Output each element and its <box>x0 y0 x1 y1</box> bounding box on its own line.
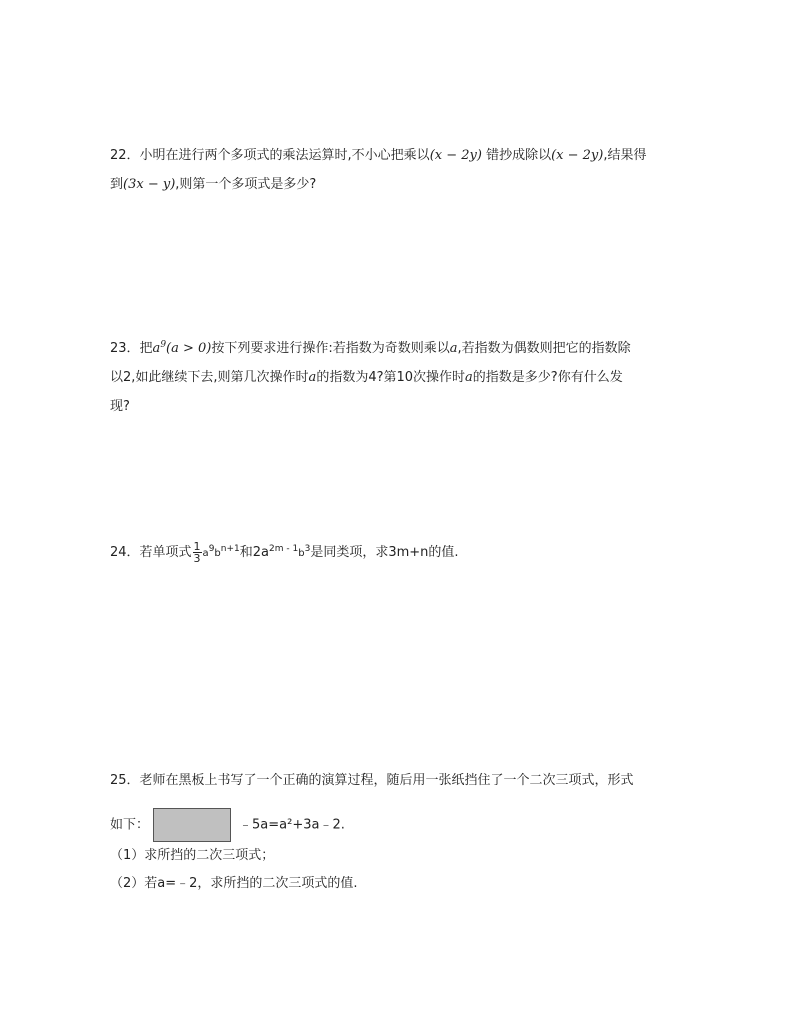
math-exponent: 9 <box>160 340 167 350</box>
q25-text: 如下： <box>110 817 150 833</box>
q23-line1 <box>110 340 631 359</box>
hidden-trinomial-box <box>153 808 231 842</box>
math-expression: (x − 2y) <box>429 148 482 163</box>
q24-text: 是同类项，求3m+n的值. <box>310 545 459 560</box>
q23-text: 按下列要求进行操作:若指数为奇数则乘以 <box>211 341 450 356</box>
q22-text: 到 <box>110 177 124 192</box>
monomial-exp: n+1 <box>220 544 240 554</box>
q23-text: 以2,如此继续下去,则第几次操作时 <box>110 370 309 385</box>
math-variable: a <box>308 370 317 385</box>
q25-text: 25．老师在黑板上书写了一个正确的演算过程，随后用一张纸挡住了一个二次三项式，形式 <box>110 773 634 788</box>
q23-line3 <box>110 398 130 416</box>
q22-line1 <box>110 147 646 165</box>
fraction-numerator: 1 <box>193 540 201 553</box>
q23-line2 <box>110 369 623 387</box>
monomial-var: a <box>202 548 209 559</box>
math-condition: (a > 0) <box>166 341 212 356</box>
math-variable: a <box>465 370 473 385</box>
q23-text: 的指数为4?第10次操作时 <box>316 370 466 385</box>
monomial-exp: 2m - 1 <box>269 544 299 554</box>
q25-text: ﹣5a=a²+3a﹣2. <box>239 817 345 833</box>
monomial-exp: 9 <box>208 544 215 554</box>
math-expression: (x − 2y) <box>551 148 604 163</box>
q22-text: 22．小明在进行两个多项式的乘法运算时,不小心把乘以 <box>110 148 430 163</box>
q23-text: 的指数是多少?你有什么发 <box>472 370 623 385</box>
q23-text: 现? <box>110 399 130 414</box>
q25-subquestion: （2）若a=﹣2，求所挡的二次三项式的值. <box>110 876 358 891</box>
fraction <box>193 541 202 564</box>
q23-text: 23．把 <box>110 341 153 356</box>
math-base: a <box>152 341 161 356</box>
q24-line <box>110 541 459 564</box>
q24-text: 和2a <box>239 545 270 560</box>
q25-sub1 <box>110 847 274 865</box>
math-expression: (3x − y) <box>123 177 176 192</box>
q22-text: 错抄成除以 <box>481 148 552 163</box>
math-variable: a <box>449 341 458 356</box>
monomial-exp: 3 <box>304 544 311 554</box>
q23-text: ,若指数为偶数则把它的指数除 <box>457 341 631 356</box>
fraction-denominator: 3 <box>193 552 201 565</box>
q25-line2 <box>110 808 345 843</box>
q24-text: 24．若单项式 <box>110 545 192 560</box>
q25-sub2 <box>110 875 358 893</box>
q25-line1 <box>110 772 634 790</box>
monomial-var: b <box>298 548 305 559</box>
monomial-var: b <box>214 548 221 559</box>
q22-text: ,结果得 <box>603 148 647 163</box>
q25-subquestion: （1）求所挡的二次三项式； <box>110 848 275 863</box>
q22-line2 <box>110 176 316 194</box>
q22-text: ,则第一个多项式是多少? <box>175 177 317 192</box>
